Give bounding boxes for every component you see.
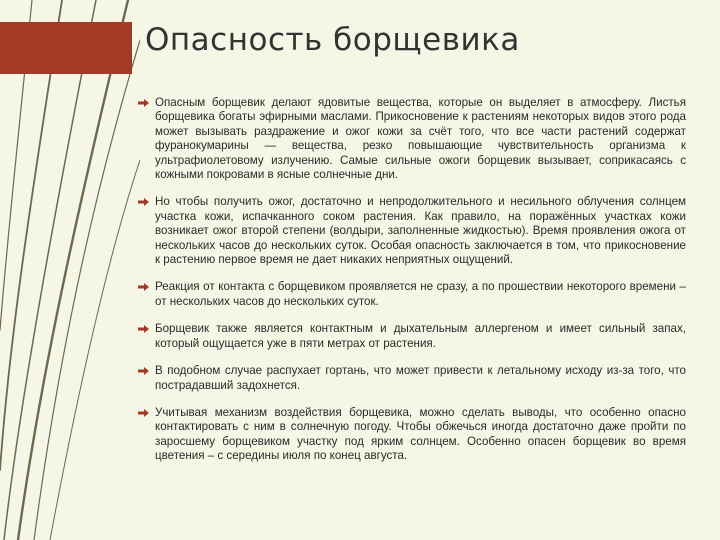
bullet-list [136, 96, 686, 464]
list-item [136, 195, 686, 267]
arrow-bullet-icon [138, 283, 149, 291]
title-accent-bar [0, 22, 132, 74]
list-item [136, 96, 686, 182]
arrow-bullet-icon [138, 99, 149, 107]
bullet-text: Реакция от контакта с борщевиком проявляется не сразу, а по прошествии некоторого времени – от нескольких часов до нескольких суток. [155, 280, 686, 308]
list-item [136, 322, 686, 351]
stem-line [50, 160, 140, 540]
stem-line [18, 0, 128, 540]
arrow-bullet-icon [138, 409, 149, 417]
bullet-text: Учитывая механизм воздействия борщевика, можно сделать выводы, что особенно опасно контактировать с ним в солнечную погоду. Чтобы обжечься иногда достаточно даже пройти по заросшему борщевиком участку под ярким солнцем. Особенно опасен борщевик во время цветения – с середины июля по конец августа. [155, 405, 686, 463]
stem-line [34, 40, 140, 540]
arrow-bullet-icon [138, 198, 149, 206]
bullet-text: Но чтобы получить ожог, достаточно и непродолжительного и несильного облучения солнцем участка кожи, испачканного соком растения. Как правило, на поражённых участках кожи возникает ожог второй степени (волдыри, заполненные жидкостью). Время проявления ожога от нескольких часов до нескольких суток. Особая опасность заключается в том, что прикосновение к растению первое время не дает никаких неприятных ощущений. [155, 195, 686, 267]
bullet-text: В подобном случае распухает гортань, что может привести к летальному исходу из-за того, что пострадавший задохнется. [155, 364, 686, 392]
arrow-bullet-icon [138, 367, 149, 375]
bullet-text: Опасным борщевик делают ядовитые вещества, которые он выделяет в атмосферу. Листья борщевика богаты эфирными маслами. Прикосновение к растениям некоторых видов этого рода может вызывать раздражение и ожог кожи за счёт того, что все части растений содержат фуранокумарины — вещества, резко повышающие чувствительность организма к ультрафиолетовому излучению. Самые сильные ожоги борщевик вызывает, соприкасаясь с кожными покровами в ясные солнечные дни. [155, 96, 686, 182]
slide-title: Опасность борщевика [145, 22, 520, 58]
list-item [136, 406, 686, 464]
decorative-stems [0, 0, 140, 540]
arrow-bullet-icon [138, 325, 149, 333]
list-item [136, 280, 686, 309]
list-item [136, 364, 686, 393]
bullet-text: Борщевик также является контактным и дыхательным аллергеном и имеет сильный запах, который ощущается уже в пяти метрах от растения. [155, 322, 686, 350]
